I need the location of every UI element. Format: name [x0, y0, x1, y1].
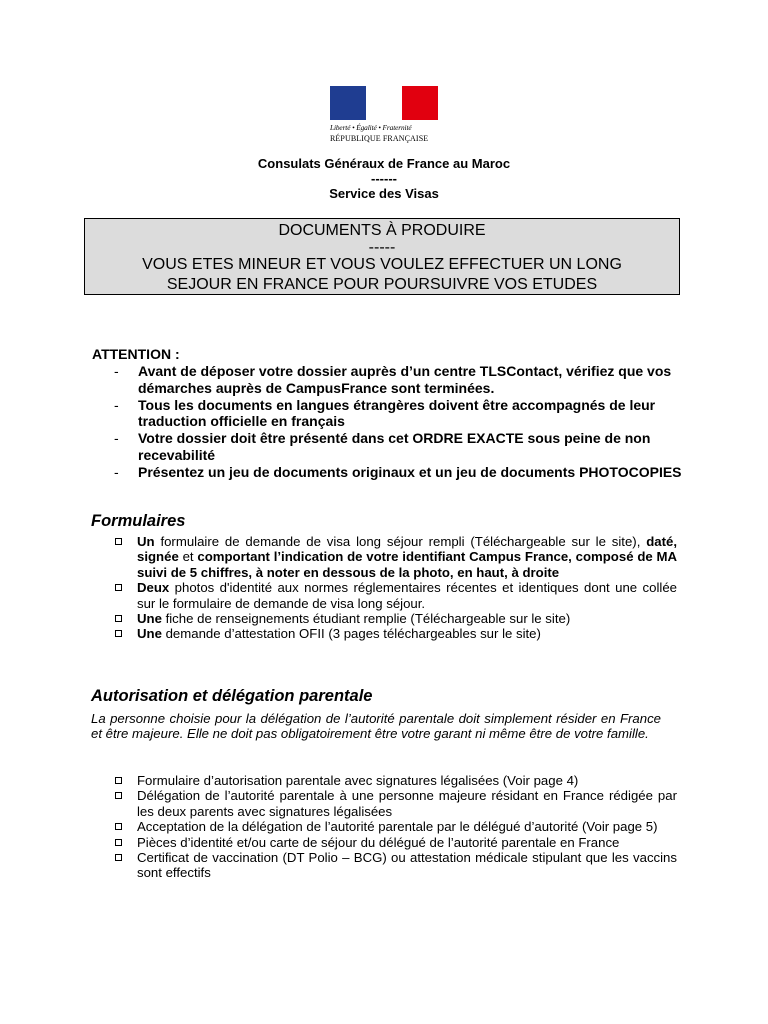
title-box-line-1: DOCUMENTS À PRODUIRE [278, 222, 486, 239]
formulaires-item: Un formulaire de demande de visa long séjour rempli (Téléchargeable sur le site), daté, signée et comportant l’indication de votre identifiant Campus France, composé de MA suivi de 5 chiffres, à noter en dessous de la photo, en haut, à droite [114, 534, 677, 580]
title-box-line-3: SEJOUR EN FRANCE POUR POURSUIVRE VOS ETUDES [166, 276, 598, 293]
service-title: Service des Visas [329, 186, 439, 201]
attention-item: - Tous les documents en langues étrangères doivent être accompagnés de leur traduction officielle en français [114, 396, 656, 430]
formulaires-item: Deux photos d'identité aux normes réglementaires récentes et identiques dont une collée sur le formulaire de demande de visa long séjour. [114, 580, 677, 611]
title-box-separator: ----- [368, 239, 396, 256]
autorisation-item: Acceptation de la délégation de l’autorité parentale par le délégué d’autorité (Voir page 5) [114, 819, 677, 834]
marianne-icon [360, 88, 408, 120]
consulate-title: Consulats Généraux de France au Maroc [257, 156, 511, 171]
title-box-line-2: VOUS ETES MINEUR ET VOUS VOULEZ EFFECTUER UN LONG [142, 256, 622, 273]
autorisation-item: Pièces d’identité et/ou carte de séjour du délégué de l’autorité parentale en France [114, 835, 677, 850]
logo-flag [330, 86, 438, 120]
title-box [84, 218, 680, 295]
checkbox-bullet-icon [115, 584, 122, 591]
checkbox-bullet-icon [115, 630, 122, 637]
autorisation-item: Délégation de l’autorité parentale à une personne majeure résidant en France rédigée par les deux parents avec signatures légalisées [114, 788, 677, 819]
checkbox-bullet-icon [115, 823, 122, 830]
formulaires-item: Une fiche de renseignements étudiant remplie (Téléchargeable sur le site) [114, 611, 677, 626]
autorisation-item: Certificat de vaccination (DT Polio – BCG) ou attestation médicale stipulant que les vaccins sont effectifs [114, 850, 677, 881]
checkbox-bullet-icon [115, 615, 122, 622]
logo-republic-label: RÉPUBLIQUE FRANÇAISE [330, 134, 429, 143]
autorisation-list [114, 773, 677, 881]
attention-title: ATTENTION : [92, 346, 180, 362]
autorisation-title: Autorisation et délégation parentale [91, 687, 373, 705]
autorisation-note: La personne choisie pour la délégation de l’autorité parentale doit simplement résider en France et être majeure. Elle ne doit pas obligatoirement être votre garant ni même être de votre famille. [91, 711, 661, 742]
checkbox-bullet-icon [115, 839, 122, 846]
header-separator: ------ [371, 171, 397, 186]
attention-item: - Présentez un jeu de documents originaux et un jeu de documents PHOTOCOPIES [114, 463, 682, 480]
autorisation-item: Formulaire d’autorisation parentale avec signatures légalisées (Voir page 4) [114, 773, 677, 788]
formulaires-list [114, 534, 677, 642]
attention-item: - Avant de déposer votre dossier auprès d’un centre TLSContact, vérifiez que vos démarches auprès de CampusFrance sont terminées. [114, 363, 672, 396]
formulaires-title: Formulaires [91, 512, 186, 530]
checkbox-bullet-icon [115, 777, 122, 784]
attention-item: - Votre dossier doit être présenté dans cet ORDRE EXACTE sous peine de non recevabilité [114, 430, 651, 463]
attention-list [114, 363, 684, 481]
logo-motto: Liberté • Égalité • Fraternité [330, 123, 412, 132]
checkbox-bullet-icon [115, 854, 122, 861]
checkbox-bullet-icon [115, 792, 122, 799]
checkbox-bullet-icon [115, 538, 122, 545]
formulaires-item: Une demande d’attestation OFII (3 pages téléchargeables sur le site) [114, 626, 677, 641]
republique-francaise-logo [330, 86, 438, 148]
